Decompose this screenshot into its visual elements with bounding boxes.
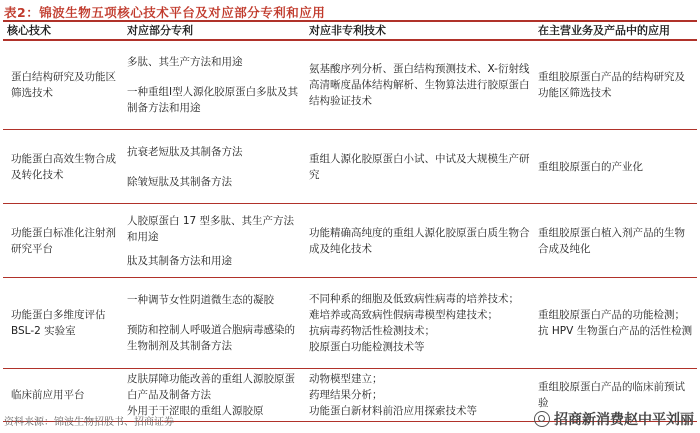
nonpatent-item: 功能精确高纯度的重组人源化胶原蛋白质生物合成及纯化技术 [309,226,530,255]
patent-item: 一种重组Ⅰ型人源化胶原蛋白多肽及其制备方法和用途 [127,86,299,114]
application-cell: 重组胶原蛋白产品的功能检测；抗 HPV 生物蛋白产品的活性检测 [534,278,697,369]
patent-cell [123,130,305,204]
nonpatent-item: 难培养或高致病性假病毒模型构建技术； [309,309,498,321]
patent-item: 抗衰老短肽及其制备方法 [127,145,243,158]
patent-item: 人胶原蛋白 17 型多肽、其生产方法和用途 [127,214,295,243]
patent-item: 肽及其制备方法和用途 [127,254,232,267]
table-row [3,40,697,130]
nonpatent-item: 功能蛋白新材料前沿应用探索技术等 [309,405,477,417]
table-row [3,130,697,204]
watermark [534,409,694,429]
nonpatent-cell [305,278,534,369]
nonpatent-item: 动物模型建立； [309,373,383,385]
table-row [3,278,697,369]
core-tech-cell: 功能蛋白标准化注射剂研究平台 [3,204,123,278]
nonpatent-cell [305,40,534,130]
patent-cell [123,278,305,369]
nonpatent-item: 抗病毒药物活性检测技术； [309,325,435,337]
application-cell: 重组胶原蛋白的产业化 [534,130,697,204]
source-note: 资料来源：锦波生物招股书、招商证券 [4,417,174,428]
patent-item: 预防和控制人呼吸道合胞病毒感染的生物制剂及其制备方法 [127,324,295,352]
patent-cell [123,204,305,278]
core-tech-cell: 临床前应用平台 [3,369,123,422]
patent-table [3,20,697,422]
patent-item: 一种调节女性阴道微生态的凝胶 [127,294,274,306]
application-cell: 重组胶原蛋白植入剂产品的生物合成及纯化 [534,204,697,278]
wechat-icon [534,411,550,427]
nonpatent-item: 药理结果分析； [309,389,383,401]
patent-item: 多肽、其生产方法和用途 [127,56,243,68]
header-nonpatent: 对应非专利技术 [305,21,534,40]
watermark-text: 招商新消费赵中平刘丽 [554,412,694,428]
nonpatent-item: 氨基酸序列分析、蛋白结构预测技术、X-衍射线高清晰度晶体结构解析、生物算法进行胶原蛋白结构验证技术 [309,63,530,107]
table-title: 表2：锦波生物五项核心技术平台及对应部分专利和应用 [4,5,326,20]
nonpatent-cell [305,369,534,422]
header-core-tech: 核心技术 [3,21,123,40]
header-application: 在主营业务及产品中的应用 [534,21,697,40]
core-tech-cell: 功能蛋白高效生物合成及转化技术 [3,130,123,204]
header-patents: 对应部分专利 [123,21,305,40]
nonpatent-cell [305,130,534,204]
header-row [3,21,697,40]
core-tech-cell: 功能蛋白多维度评估 BSL-2 实验室 [3,278,123,369]
application-cell: 重组胶原蛋白产品的结构研究及功能区筛选技术 [534,40,697,130]
core-tech-cell: 蛋白结构研究及功能区筛选技术 [3,40,123,130]
nonpatent-item: 胶原蛋白功能检测技术等 [309,341,425,353]
patent-cell [123,40,305,130]
patent-item: 外用于干涩眼的重组人源胶原 [127,405,264,417]
nonpatent-item: 不同种系的细胞及低致病性病毒的培养技术； [309,293,519,305]
nonpatent-cell [305,204,534,278]
table-row [3,204,697,278]
application-cell: 重组胶原蛋白产品的临床前预试验 [534,369,697,422]
patent-item: 除皱短肽及其制备方法 [127,175,232,188]
patent-item: 皮肤屏障功能改善的重组人源胶原蛋白产品及制备方法 [127,373,295,401]
nonpatent-item: 重组人源化胶原蛋白小试、中试及大规模生产研究 [309,152,530,181]
